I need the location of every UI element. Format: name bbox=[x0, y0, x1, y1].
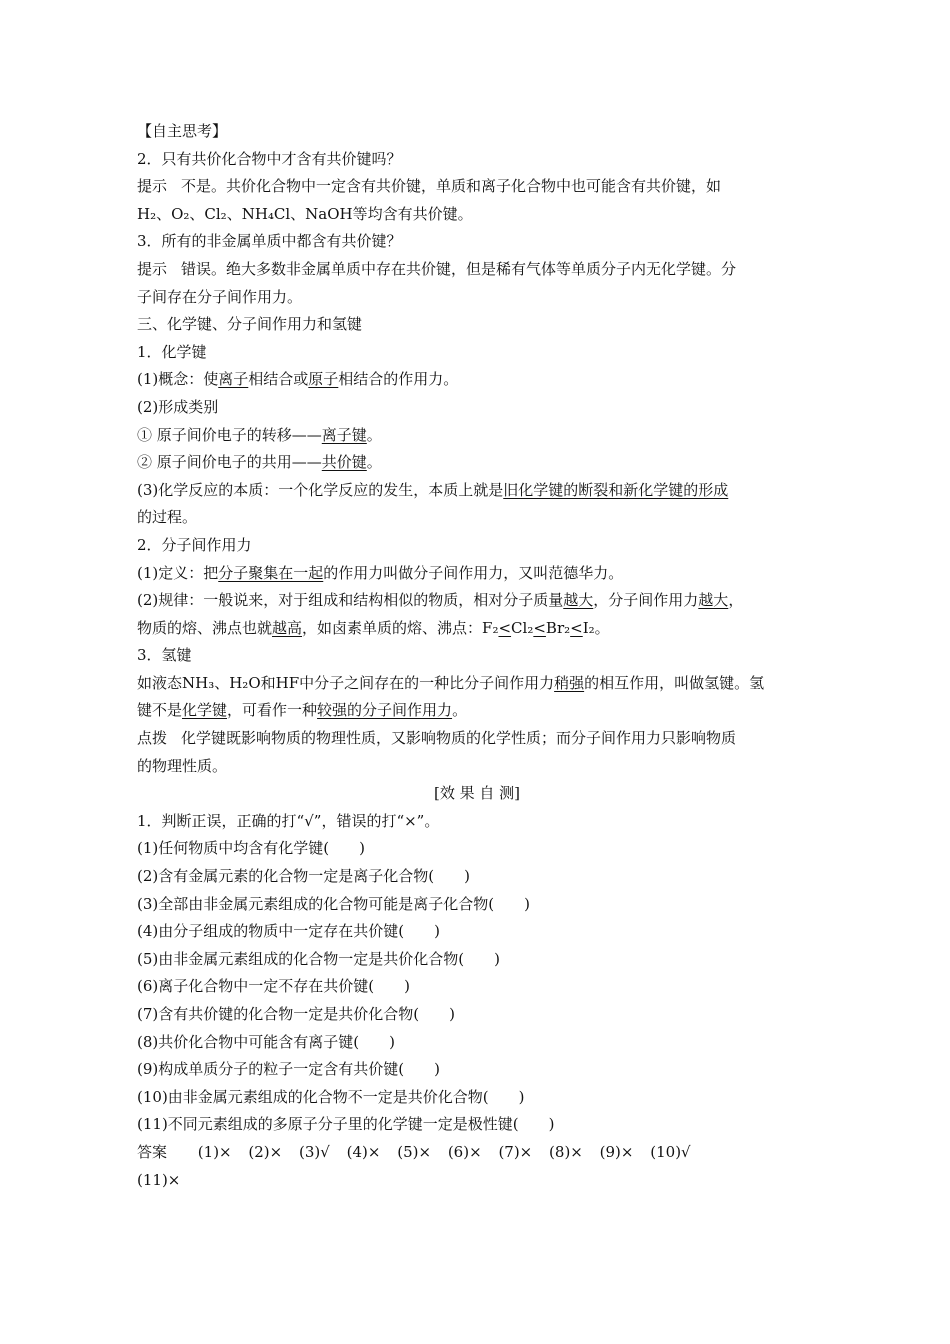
hint-label: 提示 bbox=[137, 177, 168, 196]
answer-2-line-1 bbox=[137, 173, 817, 201]
test-item: (1)任何物质中均含有化学键( ) bbox=[137, 839, 365, 858]
text-run: 键不是 bbox=[137, 701, 183, 720]
text-run: I₂。 bbox=[582, 618, 610, 637]
text-run: ，分子间作用力 bbox=[593, 591, 699, 610]
answer-item: (1)× bbox=[197, 1142, 232, 1161]
test-item: (5)由非金属元素组成的化合物一定是共价化合物( ) bbox=[137, 949, 500, 968]
tip-line-2: 的物理性质。 bbox=[137, 756, 228, 775]
hydrogen-bond-line-2 bbox=[137, 697, 817, 725]
subheading-hydrogen-bond: 3．氢键 bbox=[137, 646, 192, 665]
test-item: (6)离子化合物中一定不存在共价键( ) bbox=[137, 977, 410, 996]
text-run: 的作用力叫做分子间作用力，又叫范德华力。 bbox=[323, 563, 624, 582]
text-run: 。 bbox=[366, 453, 382, 472]
test-item: (10)由非金属元素组成的化合物不一定是共价化合物( ) bbox=[137, 1087, 525, 1106]
text-run: 化学键既影响物质的物理性质，又影响物质的化学性质；而分子间作用力只影响物质 bbox=[181, 729, 737, 748]
blank-answer: 离子键 bbox=[321, 425, 367, 444]
answer-item: (6)× bbox=[447, 1142, 482, 1161]
answer-item: (3)√ bbox=[299, 1142, 330, 1161]
blank-answer: 分子聚集在一起 bbox=[218, 563, 324, 582]
text-run: 相结合的作用力。 bbox=[338, 370, 459, 389]
text-run: (1)定义：把 bbox=[137, 563, 219, 582]
rule-line-2 bbox=[137, 615, 817, 643]
blank-answer: 越高 bbox=[272, 618, 303, 637]
text-run: 。 bbox=[452, 701, 468, 720]
covalent-bond-line bbox=[137, 449, 817, 477]
reaction-essence-line-2: 的过程。 bbox=[137, 508, 198, 527]
test-item: (11)不同元素组成的多原子分子里的化学键一定是极性键( ) bbox=[137, 1115, 555, 1134]
test-item: (4)由分子组成的物质中一定存在共价键( ) bbox=[137, 922, 440, 941]
blank-answer: 越大 bbox=[698, 591, 729, 610]
answer-item: (2)× bbox=[248, 1142, 283, 1161]
concept-line bbox=[137, 366, 817, 394]
text-run: 如液态NH₃、H₂O和HF中分子之间存在的一种比分子间作用力 bbox=[137, 673, 555, 692]
hint-label: 提示 bbox=[137, 259, 168, 278]
answer-3-line-2: 子间存在分子间作用力。 bbox=[137, 287, 303, 306]
text-run: Cl₂ bbox=[511, 618, 534, 637]
document-page bbox=[137, 118, 817, 1194]
test-item: (2)含有金属元素的化合物一定是离子化合物( ) bbox=[137, 867, 470, 886]
reaction-essence-line bbox=[137, 477, 817, 505]
test-item: (9)构成单质分子的粒子一定含有共价键( ) bbox=[137, 1060, 440, 1079]
answer-2-line-2: H₂、O₂、Cl₂、NH₄Cl、NaOH等均含有共价键。 bbox=[137, 204, 473, 223]
self-test-title: [效 果 自 测] bbox=[433, 784, 520, 803]
text-run: Br₂ bbox=[545, 618, 571, 637]
blank-answer: 旧化学键的断裂和新化学键的形成 bbox=[503, 480, 729, 499]
blank-answer: < bbox=[533, 618, 546, 637]
text-run: (1)概念：使 bbox=[137, 370, 219, 389]
answer-item: (9)× bbox=[599, 1142, 634, 1161]
text-run: 。 bbox=[366, 425, 382, 444]
test-question-1: 1．判断正误，正确的打“√”，错误的打“×”。 bbox=[137, 811, 440, 830]
answer-item: (4)× bbox=[346, 1142, 381, 1161]
hydrogen-bond-line bbox=[137, 670, 817, 698]
text-run: (3)化学反应的本质：一个化学反应的发生，本质上就是 bbox=[137, 480, 504, 499]
text-run: 的相互作用，叫做氢键。氢 bbox=[584, 673, 765, 692]
definition-line bbox=[137, 560, 817, 588]
answer-item: (5)× bbox=[397, 1142, 432, 1161]
blank-answer: 离子 bbox=[218, 370, 249, 389]
test-item: (7)含有共价键的化合物一定是共价化合物( ) bbox=[137, 1005, 455, 1023]
subheading-intermolecular-force: 2．分子间作用力 bbox=[137, 535, 252, 554]
text-run: 相结合或 bbox=[248, 370, 309, 389]
test-item: (3)全部由非金属元素组成的化合物可能是离子化合物( ) bbox=[137, 894, 530, 913]
tip-label: 点拨 bbox=[137, 729, 168, 748]
answer-item: (10)√ bbox=[650, 1142, 691, 1161]
subheading-chemical-bond: 1．化学键 bbox=[137, 342, 207, 361]
section-heading: 【自主思考】 bbox=[137, 122, 228, 140]
question-3: 3．所有的非金属单质中都含有共价键？ bbox=[137, 232, 402, 251]
formation-types: (2)形成类别 bbox=[137, 397, 219, 416]
tip-line bbox=[137, 725, 817, 753]
blank-answer: 原子 bbox=[308, 370, 339, 389]
blank-answer: < bbox=[570, 618, 583, 637]
blank-answer: 越大 bbox=[563, 591, 594, 610]
text-run: 物质的熔、沸点也就 bbox=[137, 618, 273, 637]
question-2: 2．只有共价化合物中才含有共价键吗？ bbox=[137, 149, 402, 168]
text-run: (2)规律：一般说来，对于组成和结构相似的物质，相对分子质量 bbox=[137, 591, 564, 610]
test-item: (8)共价化合物中可能含有离子键( ) bbox=[137, 1032, 395, 1051]
blank-answer: 化学键 bbox=[182, 701, 228, 720]
answer-item-last: (11)× bbox=[137, 1170, 181, 1189]
answer-item: (7)× bbox=[498, 1142, 533, 1161]
text-run: ，可看作一种 bbox=[227, 701, 318, 720]
text-run: 错误。绝大多数非金属单质中存在共价键，但是稀有气体等单质分子内无化学键。分 bbox=[181, 259, 737, 278]
blank-answer: 稍强 bbox=[554, 673, 585, 692]
answer-label: 答案 bbox=[137, 1142, 168, 1161]
section-3-title: 三、化学键、分子间作用力和氢键 bbox=[137, 315, 363, 334]
text-run: ，如卤素单质的熔、沸点：F₂ bbox=[302, 618, 499, 637]
blank-answer: 共价键 bbox=[321, 453, 367, 472]
blank-answer: < bbox=[498, 618, 512, 637]
answer-line bbox=[137, 1139, 817, 1167]
blank-answer: 较强的分子间作用力 bbox=[317, 701, 453, 720]
text-run: ① 原子间价电子的转移—— bbox=[137, 425, 322, 444]
answer-3-line-1 bbox=[137, 256, 817, 284]
answer-item: (8)× bbox=[549, 1142, 583, 1161]
ionic-bond-line bbox=[137, 422, 817, 450]
text-run: 不是。共价化合物中一定含有共价键，单质和离子化合物中也可能含有共价键，如 bbox=[181, 177, 722, 196]
text-run: ， bbox=[728, 591, 744, 610]
text-run: ② 原子间价电子的共用—— bbox=[137, 453, 322, 472]
rule-line bbox=[137, 587, 817, 615]
